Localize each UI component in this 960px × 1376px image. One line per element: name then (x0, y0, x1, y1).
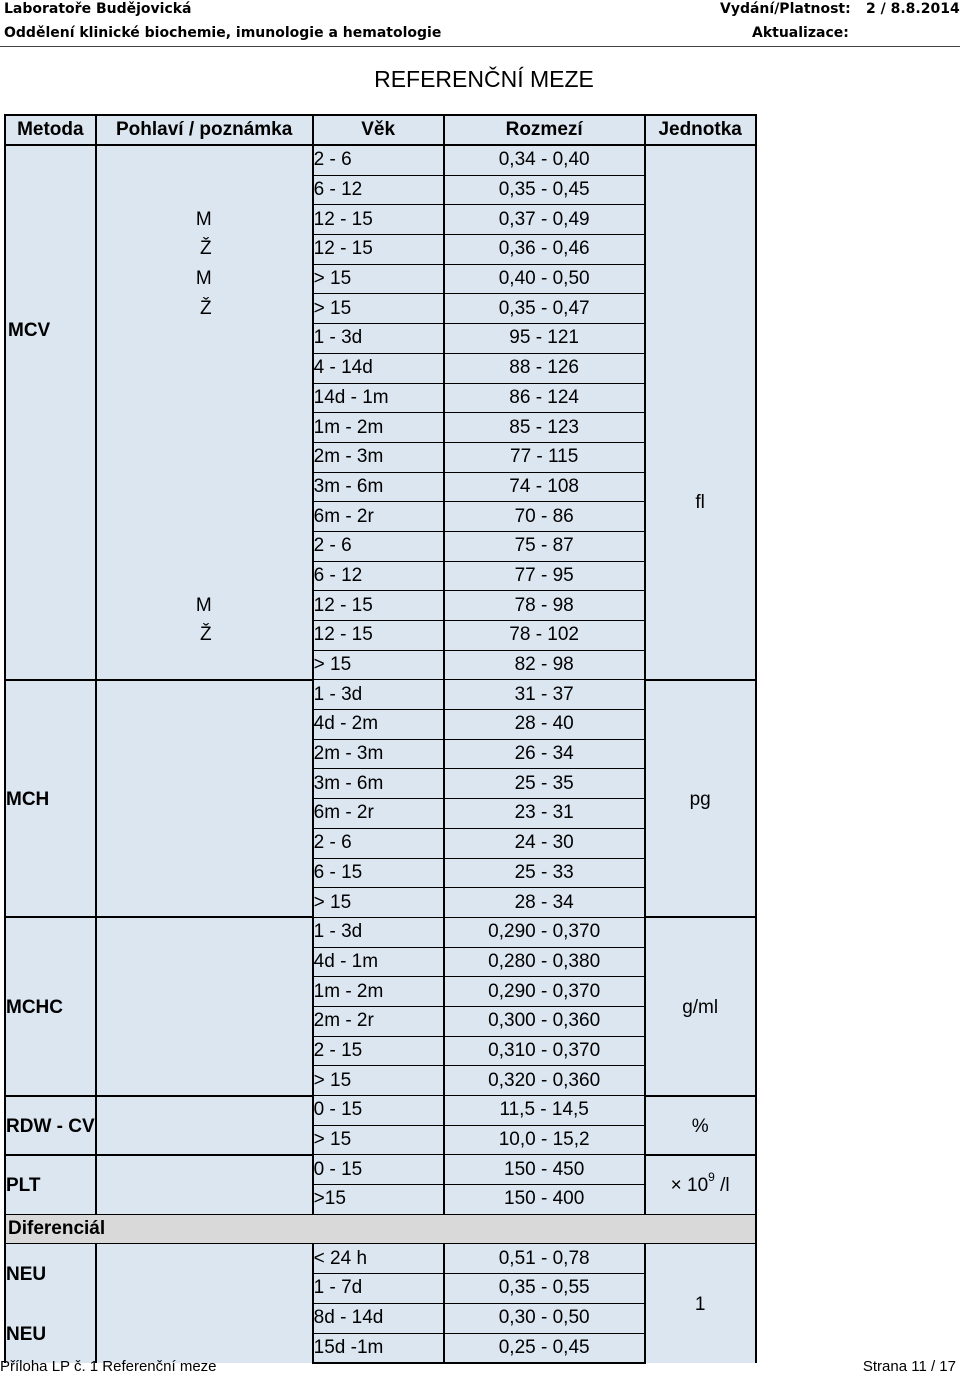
age-cell: 15d -1m (313, 1333, 444, 1363)
age-cell: 2 - 6 (313, 145, 444, 175)
range-cell: 25 - 33 (444, 858, 645, 888)
range-cell: 86 - 124 (444, 383, 645, 413)
age-cell: 2 - 6 (313, 828, 444, 858)
age-cell: 2m - 3m (313, 442, 444, 472)
range-cell: 28 - 40 (444, 710, 645, 740)
age-cell: 2m - 2r (313, 1006, 444, 1036)
method-label: NEU (6, 1323, 47, 1345)
range-cell: 150 - 400 (444, 1185, 645, 1215)
range-cell: 0,290 - 0,370 (444, 977, 645, 1007)
unit-cell (645, 145, 756, 324)
age-cell: 12 - 15 (313, 205, 444, 235)
unit-cell (645, 1155, 756, 1214)
sex-cell (96, 650, 313, 680)
unit-label: 1 (694, 1294, 706, 1316)
age-cell: 8d - 14d (313, 1303, 444, 1333)
sex-cell (96, 1303, 313, 1363)
age-cell: 4d - 2m (313, 710, 444, 740)
range-cell: 78 - 102 (444, 621, 645, 651)
table-row (5, 235, 756, 265)
sex-cell (96, 145, 313, 175)
footer-page-number: Strana 11 / 17 (862, 1358, 956, 1375)
range-cell: 0,280 - 0,380 (444, 947, 645, 977)
method-cell (5, 1155, 96, 1214)
age-cell: 6 - 12 (313, 175, 444, 205)
aktualizace-label: Aktualizace: (752, 25, 849, 41)
range-cell: 0,35 - 0,55 (444, 1274, 645, 1304)
table-row (5, 1096, 756, 1126)
header-metoda: Metoda (5, 115, 96, 145)
unit-label: g/ml (682, 996, 719, 1018)
table-row (5, 413, 756, 443)
method-label: MCH (6, 789, 50, 811)
age-cell: 12 - 15 (313, 591, 444, 621)
header-rozmezi: Rozmezí (444, 115, 645, 145)
range-cell: 88 - 126 (444, 353, 645, 383)
age-cell: 6 - 15 (313, 858, 444, 888)
sex-cell (96, 1155, 313, 1214)
department-name: Oddělení klinické biochemie, imunologie a hematologie (4, 25, 442, 41)
sex-cell: M (96, 264, 313, 294)
range-cell: 77 - 95 (444, 561, 645, 591)
age-cell: 12 - 15 (313, 621, 444, 651)
table-row (5, 353, 756, 383)
range-cell: 74 - 108 (444, 472, 645, 502)
table-row (5, 917, 756, 947)
range-cell: 70 - 86 (444, 502, 645, 532)
vydani-value: 2 / 8.8.2014 (866, 1, 960, 17)
sex-cell (96, 1096, 313, 1155)
sex-cell (96, 353, 313, 383)
age-cell: < 24 h (313, 1244, 444, 1274)
unit-label (646, 1170, 755, 1197)
range-cell: 95 - 121 (444, 324, 645, 354)
sex-cell (96, 383, 313, 413)
unit-cell (645, 324, 756, 680)
table-row (5, 205, 756, 235)
sex-cell (96, 561, 313, 591)
age-cell: 6m - 2r (313, 799, 444, 829)
unit-exponent: 9 (708, 1170, 715, 1185)
table-row (5, 472, 756, 502)
age-cell: 1m - 2m (313, 413, 444, 443)
unit-label: % (691, 1115, 709, 1137)
range-cell: 85 - 123 (444, 413, 645, 443)
table-row (5, 294, 756, 324)
age-cell: 1 - 3d (313, 324, 444, 354)
method-label: MCHC (6, 996, 63, 1018)
unit-suffix: /l (714, 1175, 730, 1197)
range-cell: 26 - 34 (444, 739, 645, 769)
table-row (5, 383, 756, 413)
vydani-label: Vydání/Platnost: (720, 1, 851, 17)
page-title: REFERENČNÍ MEZE (374, 66, 594, 92)
table-row (5, 442, 756, 472)
sex-cell: Ž (96, 621, 313, 651)
unit-cell (645, 680, 756, 918)
table-row (5, 1303, 756, 1333)
table-row (5, 561, 756, 591)
method-cell (5, 917, 96, 1095)
table-row (5, 324, 756, 354)
method-cell (5, 1303, 96, 1363)
age-cell: 14d - 1m (313, 383, 444, 413)
age-cell: 12 - 15 (313, 235, 444, 265)
table-row (5, 264, 756, 294)
unit-label: fl (695, 491, 705, 513)
method-label: RDW - CV (6, 1115, 95, 1137)
table-row (5, 502, 756, 532)
range-cell: 31 - 37 (444, 680, 645, 710)
sex-cell: Ž (96, 294, 313, 324)
table-row (5, 531, 756, 561)
range-cell: 0,320 - 0,360 (444, 1066, 645, 1096)
sex-cell (96, 175, 313, 205)
age-cell: 3m - 6m (313, 769, 444, 799)
sex-cell (96, 1244, 313, 1303)
table-row (5, 591, 756, 621)
table-row (5, 680, 756, 710)
range-cell: 11,5 - 14,5 (444, 1096, 645, 1126)
age-cell: 2 - 6 (313, 531, 444, 561)
unit-prefix: × 10 (670, 1175, 709, 1197)
footer-left: Příloha LP č. 1 Referenční meze (0, 1358, 217, 1375)
age-cell: 4 - 14d (313, 353, 444, 383)
age-cell: > 15 (313, 1125, 444, 1155)
range-cell: 0,310 - 0,370 (444, 1036, 645, 1066)
method-label: PLT (6, 1175, 41, 1197)
unit-cell (645, 1244, 756, 1363)
range-cell: 75 - 87 (444, 531, 645, 561)
header-vek: Věk (313, 115, 444, 145)
range-cell: 0,25 - 0,45 (444, 1333, 645, 1363)
range-cell: 0,290 - 0,370 (444, 917, 645, 947)
sex-cell (96, 917, 313, 1095)
age-cell: 6 - 12 (313, 561, 444, 591)
unit-label: pg (689, 789, 711, 811)
range-cell: 0,36 - 0,46 (444, 235, 645, 265)
range-cell: 0,34 - 0,40 (444, 145, 645, 175)
header-jednotka: Jednotka (645, 115, 756, 145)
age-cell: 0 - 15 (313, 1155, 444, 1185)
sex-cell (96, 472, 313, 502)
method-cell (5, 680, 96, 918)
sex-cell (96, 442, 313, 472)
table-row (5, 1244, 756, 1274)
range-cell: 82 - 98 (444, 650, 645, 680)
reference-table (4, 114, 757, 1364)
header-pohlavi: Pohlaví / poznámka (96, 115, 313, 145)
sex-cell (96, 413, 313, 443)
table-row (5, 650, 756, 680)
range-cell: 0,35 - 0,47 (444, 294, 645, 324)
range-cell: 0,40 - 0,50 (444, 264, 645, 294)
range-cell: 24 - 30 (444, 828, 645, 858)
age-cell: 1m - 2m (313, 977, 444, 1007)
age-cell: 1 - 3d (313, 680, 444, 710)
range-cell: 23 - 31 (444, 799, 645, 829)
age-cell: >15 (313, 1185, 444, 1215)
age-cell: > 15 (313, 294, 444, 324)
range-cell: 77 - 115 (444, 442, 645, 472)
sex-cell: M (96, 205, 313, 235)
age-cell: 0 - 15 (313, 1096, 444, 1126)
unit-cell (645, 1096, 756, 1155)
sex-cell (96, 531, 313, 561)
age-cell: 6m - 2r (313, 502, 444, 532)
section-label: Diferenciál (5, 1214, 756, 1244)
range-cell: 150 - 450 (444, 1155, 645, 1185)
method-label: NEU (6, 1264, 47, 1286)
range-cell: 28 - 34 (444, 888, 645, 918)
sex-cell (96, 324, 313, 354)
table-body (5, 145, 756, 1363)
unit-cell (645, 917, 756, 1095)
table-row (5, 175, 756, 205)
method-cell (5, 145, 96, 680)
sex-cell: Ž (96, 235, 313, 265)
table-header-row (5, 115, 756, 145)
range-cell: 10,0 - 15,2 (444, 1125, 645, 1155)
age-cell: > 15 (313, 888, 444, 918)
age-cell: > 15 (313, 1066, 444, 1096)
age-cell: 3m - 6m (313, 472, 444, 502)
age-cell: 4d - 1m (313, 947, 444, 977)
sex-cell: M (96, 591, 313, 621)
range-cell: 0,300 - 0,360 (444, 1006, 645, 1036)
method-cell (5, 1244, 96, 1303)
age-cell: > 15 (313, 650, 444, 680)
lab-name: Laboratoře Budějovická (4, 1, 192, 17)
range-cell: 78 - 98 (444, 591, 645, 621)
table-row (5, 1155, 756, 1185)
range-cell: 0,37 - 0,49 (444, 205, 645, 235)
section-row (5, 1214, 756, 1244)
table-row (5, 621, 756, 651)
range-cell: 25 - 35 (444, 769, 645, 799)
age-cell: 1 - 3d (313, 917, 444, 947)
sex-cell (96, 680, 313, 918)
method-label: MCV (8, 320, 51, 342)
age-cell: > 15 (313, 264, 444, 294)
age-cell: 2 - 15 (313, 1036, 444, 1066)
sex-cell (96, 502, 313, 532)
method-cell (5, 1096, 96, 1155)
age-cell: 1 - 7d (313, 1274, 444, 1304)
age-cell: 2m - 3m (313, 739, 444, 769)
header-divider (0, 46, 960, 47)
range-cell: 0,35 - 0,45 (444, 175, 645, 205)
range-cell: 0,30 - 0,50 (444, 1303, 645, 1333)
range-cell: 0,51 - 0,78 (444, 1244, 645, 1274)
table-row (5, 145, 756, 175)
